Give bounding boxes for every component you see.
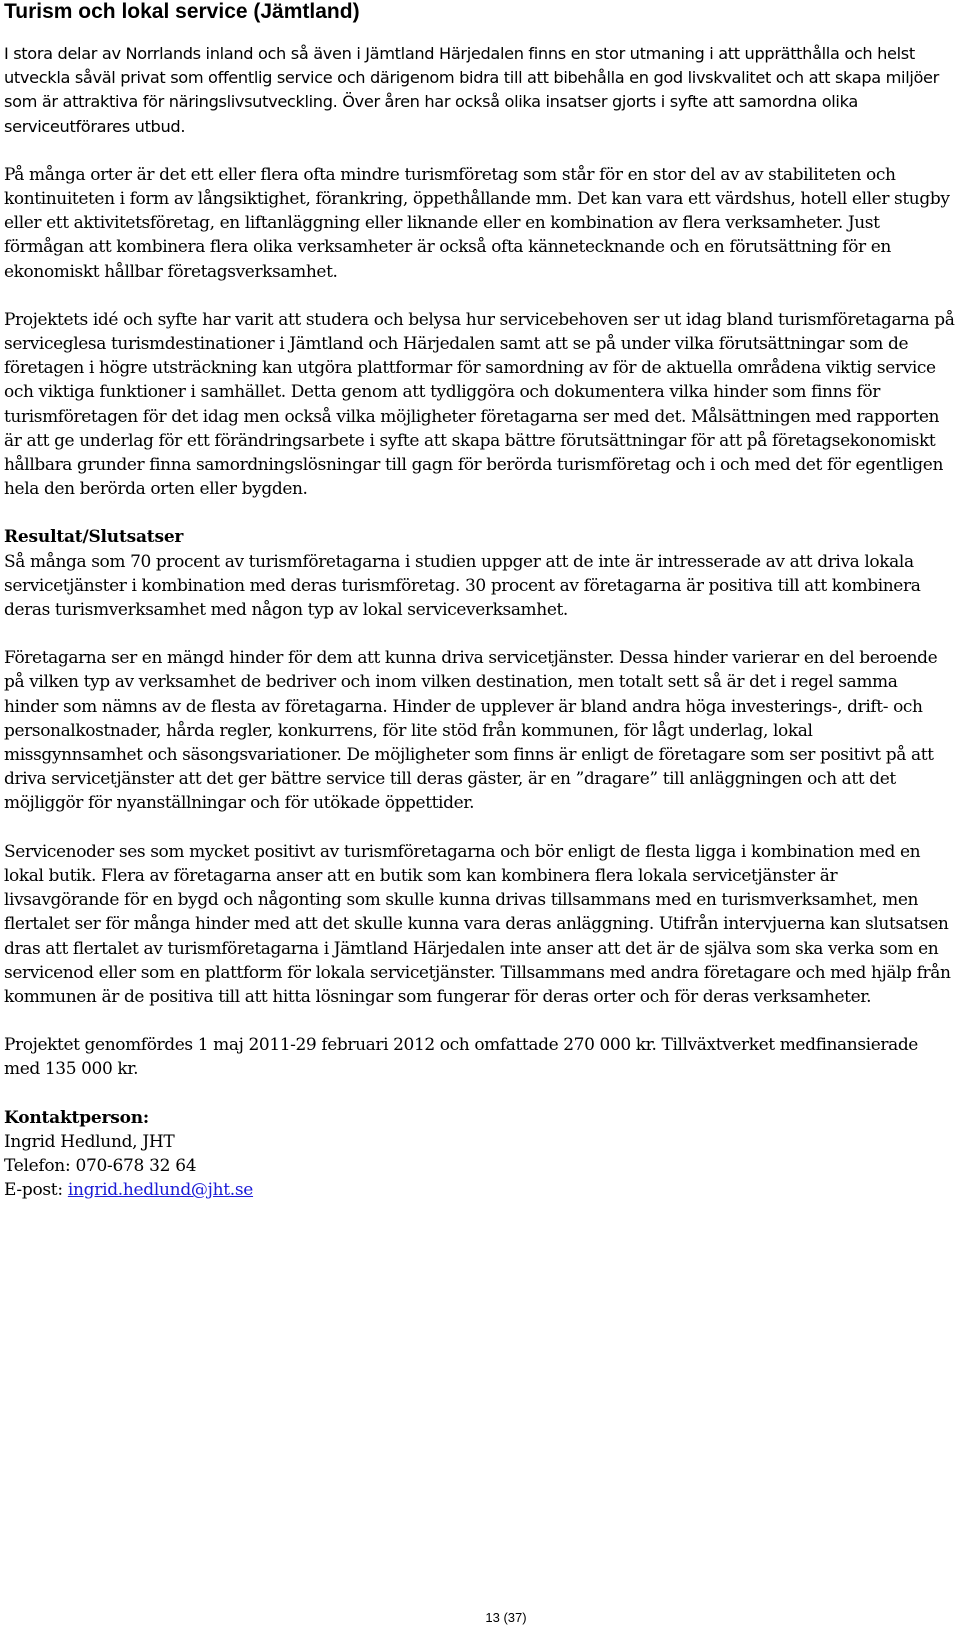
results-heading: Resultat/Slutsatser <box>4 527 184 548</box>
contact-name: Ingrid Hedlund, JHT <box>4 1131 175 1152</box>
page-title: Turism och lokal service (Jämtland) <box>4 0 360 23</box>
results-paragraph-4: Projektet genomfördes 1 maj 2011-29 februari 2012 och omfattade 270 000 kr. Tillväxtverket medfinansierade med 135 000 kr. <box>4 1035 918 1080</box>
intro-paragraph: I stora delar av Norrlands inland och så även i Jämtland Härjedalen finns en stor utmaning i att upprätthålla och helst utveckla såväl privat som offentlig service och därigenom bidra till att bibehålla en god livskvalitet och att skapa miljöer som är attraktiva för näringslivsutveckling. Över åren har också olika insatser gjorts i syfte att samordna olika serviceutförares utbud. <box>4 44 939 136</box>
body-paragraph-1: På många orter är det ett eller flera ofta mindre turismföretag som står för en stor del av av stabiliteten och kontinuiteten i form av långsiktighet, förankring, öppethållande mm. Det kan vara ett värdshus, hotell eller stugby eller ett aktivitetsföretag, en liftanläggning eller liknande eller en kombination av flera verksamheter. Just förmågan att kombinera flera olika verksamheter är också ofta kännetecknande och en förutsättning för en ekonomiskt hållbar företagsverksamhet. <box>4 164 950 282</box>
spacer <box>4 1082 956 1106</box>
body-paragraph-2: Projektets idé och syfte har varit att studera och belysa hur servicebehoven ser ut idag bland turismföretagarna på serviceglesa turismdestinationer i Jämtland och Härjedalen samt att se på under vilka förutsättningar som de företagen i högre utsträckning kan utgöra plattformar för samordning av för de aktuella områdena viktig service och viktiga funktioner i samhället. Detta genom att tydliggöra och dokumentera vilka hinder som finns för turismföretagen för det idag men också vilka möjligheter företagarna ser med det. Målsättningen med rapporten är att ge underlag för ett förändringsarbete i syfte att skapa bättre förutsättningar för att på företagsekonomiskt hållbara grunder finna samordningslösningar till gagn för berörda turismföretag och i och med det för egentligen hela den berörda orten eller bygden. <box>4 309 955 500</box>
contact-email-link[interactable]: ingrid.hedlund@jht.se <box>67 1180 254 1201</box>
results-paragraph-2: Företagarna ser en mängd hinder för dem att kunna driva servicetjänster. Dessa hinder varierar en del beroende på vilken typ av verksamhet de bedriver och inom vilken destination, men totalt sett så är det i regel samma hinder som nämns av de flesta av företagarna. Hinder de upplever är bland andra höga investerings-, drift- och personalkostnader, hårda regler, konkurrens, för lite stöd från kommunen, för lågt underlag, lokal missgynnsamhet och säsongsvariationer. De möjligheter som finns är enligt de företagare som ser positivt på att driva servicetjänster att det ger bättre service till deras gäster, är en ”dragare” till anläggningen och att det möjliggör för nyanställningar och för utökade öppettider. <box>4 648 938 814</box>
contact-email-line <box>4 1178 956 1202</box>
contact-email-label: E-post: <box>4 1180 68 1201</box>
spacer <box>4 139 956 163</box>
spacer <box>4 501 956 525</box>
spacer <box>4 816 956 840</box>
spacer <box>4 1009 956 1033</box>
contact-phone: Telefon: 070-678 32 64 <box>4 1155 197 1176</box>
results-paragraph-3: Servicenoder ses som mycket positivt av turismföretagarna och bör enligt de flesta ligga i kombination med en lokal butik. Flera av företagarna anser att en butik som kan kombinera flera lokala servicetjänster är livsavgörande för en bygd och någonting som skulle kunna drivas tillsammans med en turismverksamhet, men flertalet ser för många hinder med att det skulle kunna vara deras anläggning. Utifrån intervjuerna kan slutsatsen dras att flertalet av turismföretagarna i Jämtland Härjedalen inte anser att det är de själva som ska verka som en servicenod eller som en plattform för lokala servicetjänster. Tillsammans med andra företagare och med hjälp från kommunen är de positiva till att hitta lösningar som fungerar för deras orter och för deras verksamheter. <box>4 841 951 1007</box>
contact-heading: Kontaktperson: <box>4 1107 150 1128</box>
page-number: 13 (37) <box>485 1610 527 1625</box>
spacer <box>4 622 956 646</box>
spacer <box>4 284 956 308</box>
page-footer <box>0 1610 960 1626</box>
results-paragraph-1: Så många som 70 procent av turismföretagarna i studien uppger att de inte är intresserade av att driva lokala servicetjänster i kombination med deras turismföretag. 30 procent av företagarna är positiva till att kombinera deras turismverksamhet med någon typ av lokal serviceverksamhet. <box>4 551 921 621</box>
document-page <box>4 0 956 1202</box>
